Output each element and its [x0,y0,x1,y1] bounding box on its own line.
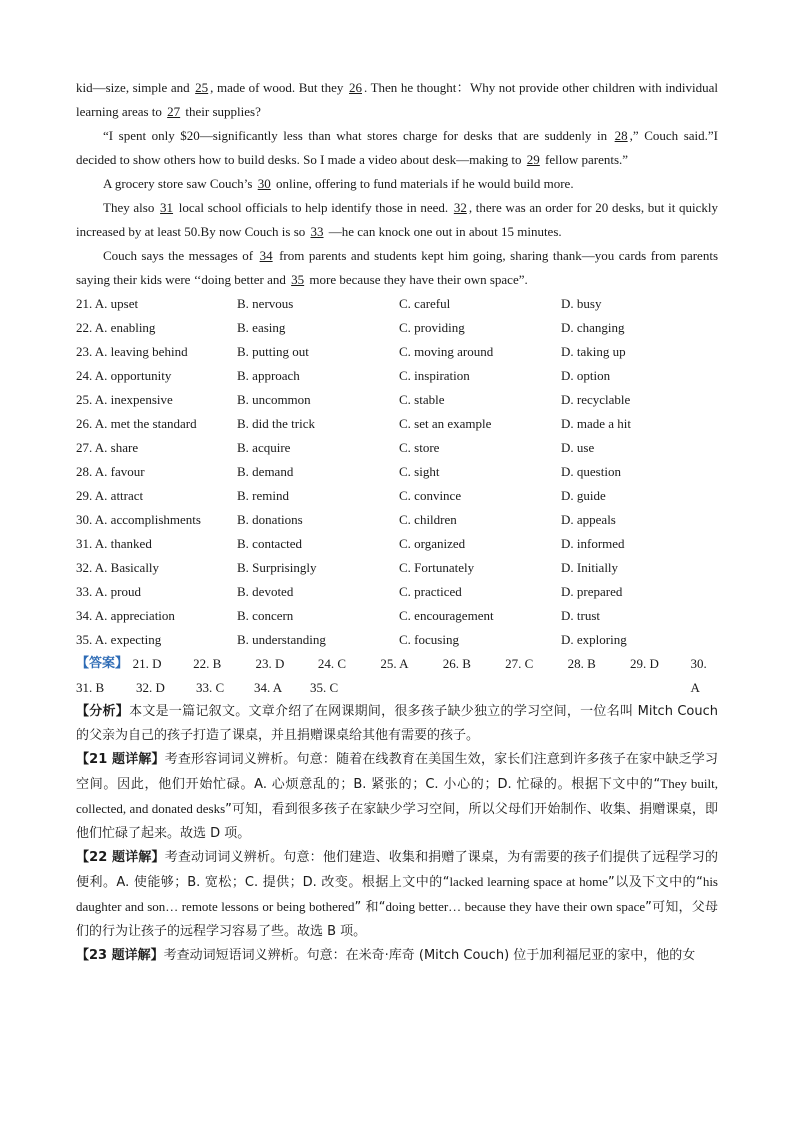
blank-25: 25 [195,80,209,95]
q22-explanation: 【22 题详解】考查动词词义辨析。句意：他们建造、收集和捐赠了课桌，为有需要的孩子们提供了远程学习的便利。A. 使能够；B. 宽松；C. 提供；D. 改变。根据上文中的“lacked learning space at home”以及下文中的“his daughter and son… remote lessons or being bothered” 和“doing better… because they have their own space”可知，父母们的行为让孩子的远程学习容易了些。故选 B 项。 [76,850,718,939]
option-row: 23. A. leaving behind B. putting out C. moving around D. taking up [76,344,626,359]
blank-33: 33 [310,224,324,239]
q23-label: 【23 题详解】 [76,948,164,963]
option-row: 31. A. thanked B. contacted C. organized D. informed [76,536,625,551]
blank-27: 27 [167,104,181,119]
blank-30: 30 [257,176,271,191]
option-row: 24. A. opportunity B. approach C. inspiration D. option [76,368,611,383]
option-row: 30. A. accomplishments B. donations C. children D. appeals [76,512,616,527]
option-row: 27. A. share B. acquire C. store D. use [76,440,595,455]
document-page [76,76,718,968]
passage-paragraph-1: kid—size, simple and 25 , made of wood. But they 26 . Then he thought：Why not provide other children with individual learning areas to 27 their supplies? [76,80,718,119]
q23-explanation: 【23 题详解】考查动词短语词义辨析。句意：在米奇·库奇 (Mitch Couch) 位于加利福尼亚的家中，他的女 [76,948,696,963]
q21-explanation: 【21 题详解】考查形容词词义辨析。句意：随着在线教育在美国生效，家长们注意到许多孩子在家中缺乏学习空间。因此，他们开始忙碌。A. 心烦意乱的；B. 紧张的；C. 小心的；D. 忙碌的。根据下文中的“They built, collected, and donated desks”可知，看到很多孩子在家缺少学习空间，所以父母们开始制作、收集、捐赠课桌，即他们忙碌了起来。故选 D 项。 [76,752,719,841]
option-row: 22. A. enabling B. easing C. providing D. changing [76,320,625,335]
analysis-section: 【分析】本文是一篇记叙文。文章介绍了在网课期间，很多孩子缺少独立的学习空间，一位名叫 Mitch Couch 的父亲为自己的孩子打造了课桌，并且捐赠课桌给其他有需要的孩子。 [76,704,718,743]
passage-paragraph-4: They also 31 local school officials to help identify those in need. 32 , there was an order for 20 desks, but it quickly increased by at least 50.By now Couch is so 33 —he can knock one out in about 15 minutes. [76,200,719,239]
blank-28: 28 [614,128,628,143]
blank-29: 29 [526,152,540,167]
blank-31: 31 [160,200,174,215]
passage-paragraph-3: A grocery store saw Couch’s 30 online, offering to fund materials if he would build more. [103,176,574,191]
blank-32: 32 [453,200,467,215]
answer-key-row-2: 31. B 32. D 33. C 34. A 35. C [76,680,339,695]
q21-label: 【21 题详解】 [76,752,165,767]
option-row: 28. A. favour B. demand C. sight D. question [76,464,621,479]
analysis-label: 【分析】 [76,704,130,719]
option-row: 29. A. attract B. remind C. convince D. guide [76,488,606,503]
passage-paragraph-5: Couch says the messages of 34 from parents and students kept him going, sharing thank—you cards from parents saying their kids were ‘‘doing better and 35 more because they have their own space”. [76,248,718,287]
options-list [76,292,718,652]
option-row: 32. A. Basically B. Surprisingly C. Fortunately D. Initially [76,560,619,575]
passage-paragraph-2: “I spent only $20—significantly less than what stores charge for desks that are suddenly in 28 ,” Couch said.”I decided to show others how to build desks. So I made a video about desk—making to 29 fellow parents.” [76,128,718,167]
option-row: 25. A. inexpensive B. uncommon C. stable D. recyclable [76,392,631,407]
q22-label: 【22 题详解】 [76,850,165,865]
blank-35: 35 [291,272,305,287]
option-row: 35. A. expecting B. understanding C. focusing D. exploring [76,632,627,647]
option-row: 33. A. proud B. devoted C. practiced D. prepared [76,584,623,599]
blank-34: 34 [259,248,273,263]
option-row: 21. A. upset B. nervous C. careful D. busy [76,296,602,311]
answer-key-row-1: 【答案】 21. D 22. B 23. D 24. C 25. A 26. B 27. C 28. B 29. D 30. A [76,652,718,676]
option-row: 26. A. met the standard B. did the trick C. set an example D. made a hit [76,416,632,431]
blank-26: 26 [349,80,362,95]
option-row: 34. A. appreciation B. concern C. encouragement D. trust [76,608,600,623]
answer-label: 【答案】 [76,656,129,671]
